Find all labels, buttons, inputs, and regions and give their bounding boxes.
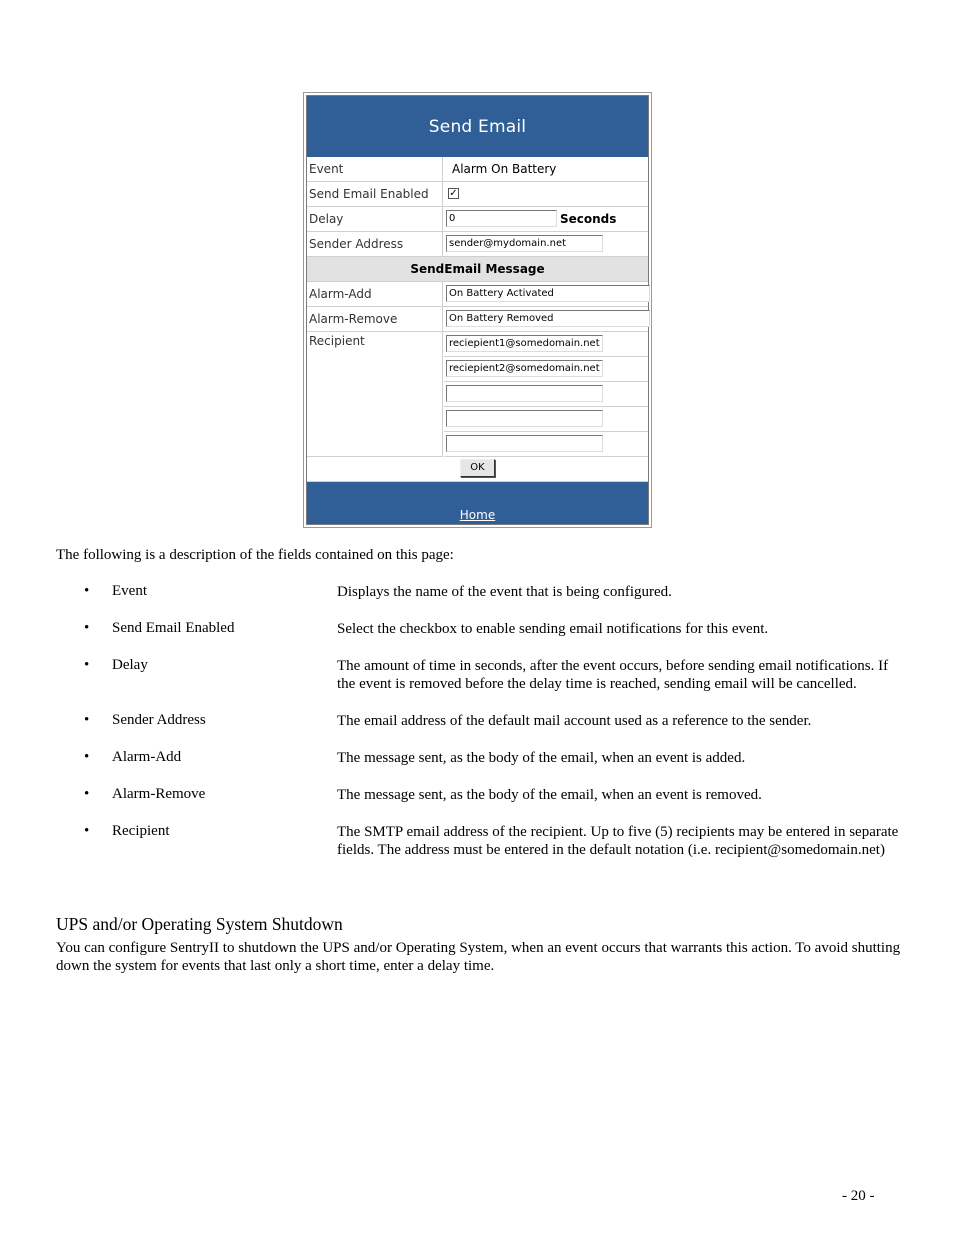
send-email-enabled-checkbox[interactable]: ✓ [449, 188, 458, 199]
field-description: The message sent, as the body of the email, when an event is removed. [337, 787, 762, 803]
message-section-header: SendEmail Message [307, 257, 648, 282]
recipient-4-input[interactable] [446, 410, 603, 427]
delay-row [307, 207, 648, 232]
enabled-label: Send Email Enabled [307, 182, 443, 206]
field-term: Alarm-Add [112, 749, 182, 765]
bullet: • [84, 657, 90, 673]
recipient-row [444, 432, 648, 457]
recipient-row [444, 357, 648, 382]
field-term: Sender Address [112, 712, 206, 728]
field-description: The message sent, as the body of the email, when an event is added. [337, 750, 746, 766]
send-email-screenshot [303, 92, 652, 528]
section-heading: UPS and/or Operating System Shutdown [56, 914, 343, 934]
recipient-row [444, 407, 648, 432]
recipient-1-input[interactable]: reciepient1@somedomain.net [446, 335, 603, 352]
field-description: Select the checkbox to enable sending email notifications for this event. [337, 621, 769, 637]
panel-title: Send Email [307, 96, 648, 157]
recipient-row [444, 382, 648, 407]
field-description: The amount of time in seconds, after the event occurs, before sending email notifications. If the event is removed before the delay time is reached, sending email will be cancelled. [337, 658, 889, 692]
sender-address-input[interactable]: sender@mydomain.net [446, 235, 603, 252]
page-number: - 20 - [842, 1188, 875, 1204]
recipient-3-input[interactable] [446, 385, 603, 402]
recipient-2-input[interactable]: reciepient2@somedomain.net [446, 360, 603, 377]
panel-footer [307, 482, 648, 524]
field-description: Displays the name of the event that is being configured. [337, 584, 672, 600]
section-body: You can configure SentryII to shutdown the UPS and/or Operating System, when an event occurs that warrants this action. To avoid shutting down the system for events that last only a short time, enter a delay time. [56, 940, 901, 974]
event-row [307, 157, 648, 182]
delay-input[interactable]: 0 [446, 210, 557, 227]
alarm-add-row [307, 282, 648, 307]
bullet: • [84, 823, 90, 839]
alarm-remove-input[interactable]: On Battery Removed [446, 310, 650, 327]
event-value-cell [444, 157, 648, 181]
home-link[interactable]: Home [459, 508, 496, 522]
bullet: • [84, 712, 90, 728]
bullet: • [84, 583, 90, 599]
field-term: Delay [112, 657, 148, 673]
ok-button[interactable]: OK [460, 459, 495, 477]
sender-row [307, 232, 648, 257]
sender-label: Sender Address [307, 232, 443, 256]
alarm-remove-label: Alarm-Remove [307, 307, 443, 331]
recipient-5-input[interactable] [446, 435, 603, 452]
delay-unit: Seconds [560, 212, 617, 226]
event-label: Event [307, 157, 443, 181]
field-term: Recipient [112, 823, 170, 839]
field-term: Event [112, 583, 147, 599]
ok-row [307, 457, 648, 482]
intro-text: The following is a description of the fields contained on this page: [56, 547, 454, 563]
event-value: Alarm On Battery [452, 162, 557, 176]
delay-label: Delay [307, 207, 443, 231]
send-email-panel [306, 95, 649, 525]
bullet: • [84, 749, 90, 765]
recipient-label: Recipient [307, 332, 443, 457]
field-term: Alarm-Remove [112, 786, 206, 802]
field-description: The SMTP email address of the recipient. Up to five (5) recipients may be entered in separate fields. The address must be entered in the default notation (i.e. recipient@somedomain.net) [337, 824, 899, 858]
bullet: • [84, 620, 90, 636]
alarm-add-label: Alarm-Add [307, 282, 443, 306]
recipient-row [444, 332, 648, 357]
alarm-remove-value-cell [444, 307, 648, 331]
enabled-value-cell [444, 182, 648, 206]
bullet: • [84, 786, 90, 802]
field-description: The email address of the default mail account used as a reference to the sender. [337, 713, 812, 729]
alarm-add-input[interactable]: On Battery Activated [446, 285, 650, 302]
sender-value-cell [444, 232, 648, 256]
delay-value-cell [444, 207, 648, 231]
enabled-row [307, 182, 648, 207]
field-term: Send Email Enabled [112, 620, 235, 636]
alarm-add-value-cell [444, 282, 648, 306]
alarm-remove-row [307, 307, 648, 332]
